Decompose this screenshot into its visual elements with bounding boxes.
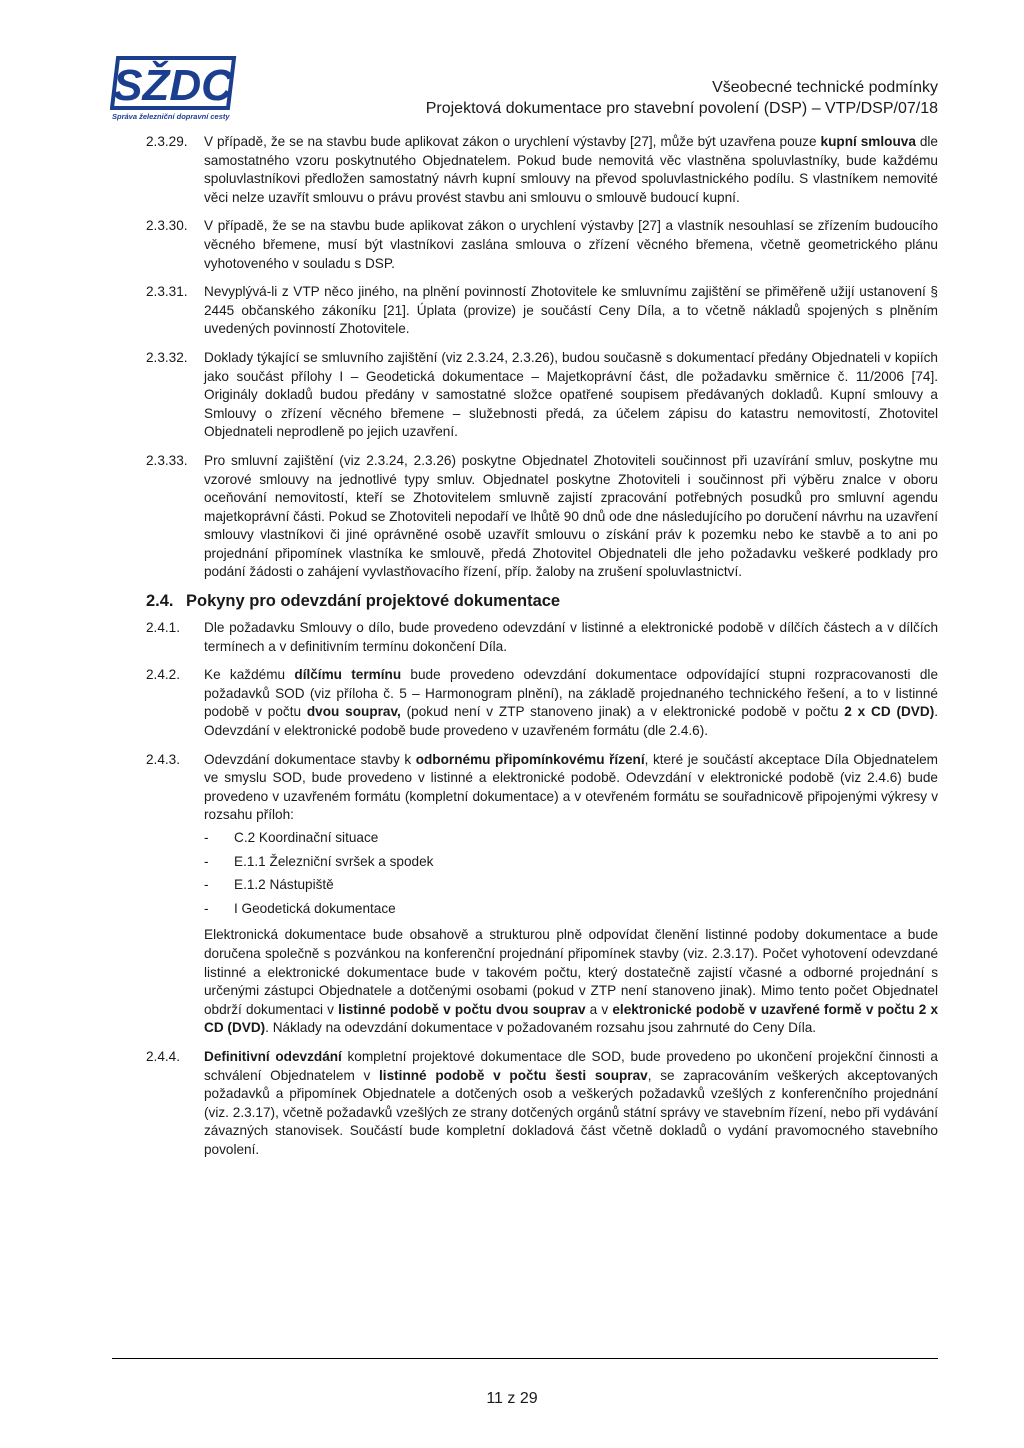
footer-divider — [112, 1358, 938, 1359]
paragraph-2-3-30 — [146, 217, 938, 273]
paragraph-2-3-31 — [146, 283, 938, 339]
document-body — [146, 133, 938, 1170]
bold-text: listinné podobě v počtu dvou souprav — [338, 1001, 586, 1017]
paragraph-2-3-29 — [146, 133, 938, 207]
paragraph-number: 2.3.30. — [146, 218, 188, 234]
paragraph-number: 2.4.3. — [146, 751, 181, 767]
text-run: Elektronická dokumentace bude obsahově a strukturou plně odpovídat členění listinné podoby dokumentace a bude doručena společně s pozvánkou na konferenční projednání připomínek stavby (viz. 2.3.17). Počet vyhotovení odevzdané listinné a elektronické dokumentace bude v takovém počtu, který dostatečně zajistí včasné a odborné projednání s určenými zástupci Objednatele a dotčenými osobami (pokud v ZTP není stanoveno jinak). Mimo tento počet Objednatel obdrží dokumentaci v — [204, 927, 938, 1017]
bullet-item — [204, 900, 938, 919]
bold-text: elektronické podobě v uzavřené formě v počtu 2 x CD (DVD) — [204, 1001, 938, 1036]
text-run: V případě, že se na stavbu bude aplikovat zákon o urychlení výstavby [27], může být uzavřena pouze — [204, 134, 821, 149]
paragraph-number: 2.4.1. — [146, 620, 181, 636]
text-run: bude provedeno odevzdání dokumentace odpovídající stupni rozpracovanosti dle požadavků SOD (viz příloha č. 5 – Harmonogram plnění), na základě projednaného technického řešení, a to v listinné podobě v počtu — [204, 667, 938, 720]
paragraph-number: 2.3.33. — [146, 452, 188, 468]
bullet-dash: - — [204, 830, 209, 845]
sections-2-3 — [146, 133, 938, 582]
paragraph-2-4-2 — [146, 666, 938, 740]
paragraph-2-3-32 — [146, 349, 938, 442]
bullet-dash: - — [204, 877, 209, 893]
paragraph-text — [204, 452, 938, 582]
bullet-list — [204, 829, 938, 918]
text-run: kompletní projektové dokumentace dle SOD, bude provedeno po ukončení projekční činnosti a schválení Objednatelem v — [204, 1048, 938, 1083]
heading-number: 2.4. — [146, 592, 174, 611]
text-run: a v — [585, 1001, 613, 1017]
paragraph-text — [204, 283, 938, 339]
paragraph-text — [204, 751, 938, 1038]
text-run: Doklady týkající se smluvního zajištění (viz 2.3.24, 2.3.26), budou současně s dokumentací předány Objednateli v kopiích jako součást přílohy I – Geodetická dokumentace – Majetkoprávní část, dle požadavku směrnice č. 11/2006 [74]. Originály dokladů budou předány v samostatné složce opatřené soupisem předávaných dokladů. Kupní smlouvy a Smlouvy o zřízení věcného břemene – služebnosti předá, za účelem zápisu do katastru nemovitostí, Zhotovitel Objednateli neprodleně po jejich uzavření. — [204, 349, 938, 440]
bullet-text: I Geodetická dokumentace — [234, 900, 396, 916]
paragraph-number: 2.3.32. — [146, 349, 188, 365]
bold-text: Definitivní odevzdání — [204, 1048, 342, 1064]
paragraph-text — [204, 666, 938, 740]
text-run: V případě, že se na stavbu bude aplikovat zákon o urychlení výstavby [27] a vlastník nesouhlasí se zřízením budoucího věcného břemene, musí být vlastníkovi zaslána smlouva o zřízení věcného břemena, včetně geometrického plánu vyhotoveného v souladu s DSP. — [204, 218, 938, 271]
bold-text: dvou souprav, — [306, 704, 401, 720]
paragraph-text — [204, 133, 938, 207]
paragraph-number: 2.4.4. — [146, 1048, 181, 1064]
paragraph-2-4-4 — [146, 1048, 938, 1160]
header-subtitle: Projektová dokumentace pro stavební povolení (DSP) – VTP/DSP/07/18 — [425, 100, 938, 117]
paragraph-number: 2.4.2. — [146, 667, 181, 683]
bold-text: odbornému připomínkovému řízení — [415, 751, 645, 767]
bullet-dash: - — [204, 853, 209, 869]
text-run: . Náklady na odevzdání dokumentace v požadovaném rozsahu jsou zahrnuté do Ceny Díla. — [265, 1020, 817, 1036]
text-run: , se zapracováním veškerých akceptovaných požadavků a připomínek Objednatele a dotčených osob a veškerých požadavků vzešlých z konferenčního projednání (viz. 2.3.17), včetně požadavků vzešlých ze strany dotčených orgánů státní správy ve stavebním řízení, nebo při vydávání závazných stanovisek. Součástí bude kompletní dokladová část včetně dokladů o vydání pravomocného stavebního povolení. — [204, 1067, 938, 1157]
paragraph-text — [204, 217, 938, 273]
bullet-text: E.1.1 Železniční svršek a spodek — [234, 853, 434, 869]
logo-tagline: Správa železniční dopravní cesty — [112, 112, 230, 121]
paragraph-lead — [204, 751, 938, 825]
paragraph-2-4-1 — [146, 619, 938, 656]
bullet-item — [204, 853, 938, 872]
logo-text: SŽDC — [113, 61, 233, 110]
heading-title: Pokyny pro odevzdání projektové dokumentace — [186, 592, 561, 611]
bold-text: 2 x CD (DVD) — [844, 704, 935, 720]
bold-text: listinné podobě v počtu šesti souprav — [379, 1067, 648, 1083]
text-run: . Odevzdání v elektronické podobě bude provedeno v uzavřeném formátu (dle 2.4.6). — [204, 704, 938, 739]
text-run: Pro smluvní zajištění (viz 2.3.24, 2.3.26) poskytne Objednatel Zhotoviteli součinnost při uzavírání smluv, poskytne mu vzorové smlouvy na jednotlivé typy smluv. Objednatel poskytne Zhotoviteli i součinnost při výběru znalce v oboru oceňování nemovitostí, kteří se Zhotovitelem smluvně zajistí zpracování potřebných posudků pro smluvní agendu majetkoprávní části. Pokud se Zhotoviteli nepodaří ve lhůtě 90 dnů ode dne následujícího po doručení návrhu na uzavření smlouvy vlastníkovi či jiné oprávněné osobě uzavřít smlouvu o získání práv k pozemku nebo ke stavbě a to ani po projednání připomínek vlastníka ke smlouvě, předá Zhotovitel Objednateli dle jeho požadavku veškeré podklady pro podání žádosti o zahájení vyvlastňovacího řízení, příp. žaloby na zrušení spoluvlastnictví. — [204, 452, 938, 580]
bold-text: dílčímu termínu — [294, 667, 402, 683]
paragraph-2-3-33 — [146, 452, 938, 582]
paragraph-text — [204, 1048, 938, 1160]
paragraph-text — [204, 619, 938, 656]
section-heading — [146, 592, 938, 611]
bullet-dash: - — [204, 900, 209, 916]
text-run: dle samostatného vzoru poskytnutého Objednatelem. Pokud bude nemovitá věc vlastněna spoluvlastníky, bude každému spoluvlastníkovi předložen samostatný návrh kupní smlouvy na převod spoluvlastnického podílu. S vlastníkem nemovité věci nelze uzavřít smlouvu o právu provést stavbu ani smlouvu o smlouvě budoucí kupní. — [204, 134, 938, 205]
paragraph-2-4-3 — [146, 751, 938, 1038]
text-run: (pokud není v ZTP stanoveno jinak) a v elektronické podobě v počtu — [400, 704, 845, 720]
bold-text: kupní smlouva — [820, 134, 916, 149]
text-run: Dle požadavku Smlouvy o dílo, bude provedeno odevzdání v listinné a elektronické podobě v dílčích částech a v dílčích termínech a v definitivním termínu dokončení Díla. — [204, 620, 938, 654]
paragraph-number: 2.3.31. — [146, 284, 188, 300]
bullet-text: C.2 Koordinační situace — [234, 830, 379, 845]
paragraph-continuation — [204, 926, 938, 1038]
header-title: Všeobecné technické podmínky — [712, 79, 938, 96]
bullet-item — [204, 876, 938, 895]
text-run: , které je součástí akceptace Díla Objednatelem ve smyslu SOD, bude provedeno v listinné a elektronické podobě. Odevzdání v elektronické podobě (viz 2.4.6) bude provedeno v uzavřeném formátu (kompletní dokumentace) a v otevřeném formátu se souřadnicově připojenými výkresy v rozsahu příloh: — [204, 751, 938, 823]
text-run: Ke každému — [204, 667, 295, 683]
text-run: Odevzdání dokumentace stavby k — [204, 751, 416, 767]
bullet-text: E.1.2 Nástupiště — [234, 877, 334, 893]
paragraph-text — [204, 349, 938, 442]
paragraph-number: 2.3.29. — [146, 134, 188, 149]
page-number: 11 z 29 — [486, 1390, 538, 1407]
sections-2-4 — [146, 619, 938, 741]
text-run: Nevyplývá-li z VTP něco jiného, na plnění povinností Zhotovitele ke smluvnímu zajištění se přiměřeně užijí ustanovení § 2445 občanského zákoníku [21]. Úplata (provize) je součástí Ceny Díla, a to včetně nákladů spojených s plněním uvedených povinností Zhotovitele. — [204, 284, 938, 337]
bullet-item — [204, 829, 938, 848]
